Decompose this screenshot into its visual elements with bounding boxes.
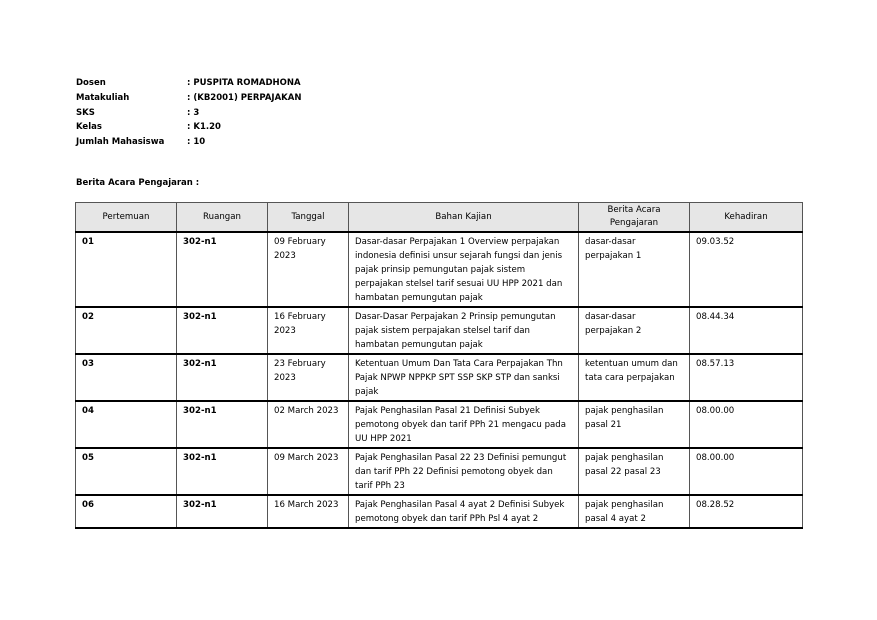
info-value: : (KB2001) PERPAJAKAN — [187, 92, 302, 103]
cell-ruangan: 302-n1 — [177, 495, 268, 528]
table-row — [76, 495, 803, 528]
cell-bahan-kajian: Pajak Penghasilan Pasal 22 23 Definisi pemungut dan tarif PPh 22 Definisi pemotong obyek dan tarif PPh 23 — [349, 448, 579, 495]
cell-pertemuan: 06 — [76, 495, 177, 528]
header-ruangan: Ruangan — [177, 203, 268, 233]
course-info — [76, 76, 301, 150]
cell-ruangan: 302-n1 — [177, 448, 268, 495]
table-row — [76, 401, 803, 448]
cell-pertemuan: 02 — [76, 307, 177, 354]
cell-tanggal: 23 February 2023 — [268, 354, 349, 401]
cell-pertemuan: 03 — [76, 354, 177, 401]
info-value: : PUSPITA ROMADHONA — [187, 78, 301, 88]
info-label: Matakuliah — [76, 92, 130, 103]
cell-berita-acara: pajak penghasilan pasal 4 ayat 2 — [579, 495, 690, 528]
section-title: Berita Acara Pengajaran : — [76, 178, 200, 188]
info-label: SKS — [76, 107, 95, 118]
cell-ruangan: 302-n1 — [177, 354, 268, 401]
cell-tanggal: 16 February 2023 — [268, 307, 349, 354]
cell-berita-acara: pajak penghasilan pasal 22 pasal 23 — [579, 448, 690, 495]
cell-berita-acara: dasar-dasar perpajakan 2 — [579, 307, 690, 354]
info-row-matakuliah — [76, 91, 301, 106]
cell-berita-acara: dasar-dasar perpajakan 1 — [579, 232, 690, 307]
cell-bahan-kajian: Dasar-Dasar Perpajakan 2 Prinsip pemungutan pajak sistem perpajakan stelsel tarif dan hambatan pemungutan pajak — [349, 307, 579, 354]
cell-kehadiran: 08.28.52 — [690, 495, 803, 528]
info-label: Kelas — [76, 122, 102, 133]
cell-kehadiran: 09.03.52 — [690, 232, 803, 307]
info-row-jumlah-mahasiswa — [76, 135, 301, 150]
table-row — [76, 448, 803, 495]
info-value: : 10 — [187, 137, 206, 148]
cell-bahan-kajian: Dasar-dasar Perpajakan 1 Overview perpajakan indonesia definisi unsur sejarah fungsi dan jenis pajak prinsip pemungutan pajak sistem perpajakan stelsel tarif sesuai UU HPP 2021 dan hambatan pemungutan pajak — [349, 232, 579, 307]
cell-ruangan: 302-n1 — [177, 232, 268, 307]
info-row-dosen — [76, 76, 301, 91]
cell-berita-acara: ketentuan umum dan tata cara perpajakan — [579, 354, 690, 401]
header-kehadiran: Kehadiran — [690, 203, 803, 233]
cell-kehadiran: 08.00.00 — [690, 401, 803, 448]
cell-bahan-kajian: Pajak Penghasilan Pasal 4 ayat 2 Definisi Subyek pemotong obyek dan tarif PPh Psl 4 ayat 2 — [349, 495, 579, 528]
info-value: : K1.20 — [187, 122, 221, 133]
cell-pertemuan: 05 — [76, 448, 177, 495]
header-pertemuan: Pertemuan — [76, 203, 177, 233]
info-label: Jumlah Mahasiswa — [76, 137, 165, 148]
cell-bahan-kajian: Pajak Penghasilan Pasal 21 Definisi Subyek pemotong obyek dan tarif PPh 21 mengacu pada UU HPP 2021 — [349, 401, 579, 448]
teaching-record-table — [75, 202, 803, 529]
cell-kehadiran: 08.57.13 — [690, 354, 803, 401]
cell-pertemuan: 04 — [76, 401, 177, 448]
cell-tanggal: 09 February 2023 — [268, 232, 349, 307]
info-row-sks — [76, 106, 301, 121]
cell-tanggal: 02 March 2023 — [268, 401, 349, 448]
cell-tanggal: 09 March 2023 — [268, 448, 349, 495]
cell-bahan-kajian: Ketentuan Umum Dan Tata Cara Perpajakan Thn Pajak NPWP NPPKP SPT SSP SKP STP dan sanksi pajak — [349, 354, 579, 401]
cell-berita-acara: pajak penghasilan pasal 21 — [579, 401, 690, 448]
cell-pertemuan: 01 — [76, 232, 177, 307]
cell-kehadiran: 08.44.34 — [690, 307, 803, 354]
cell-ruangan: 302-n1 — [177, 401, 268, 448]
cell-tanggal: 16 March 2023 — [268, 495, 349, 528]
info-row-kelas — [76, 120, 301, 135]
info-label: Dosen — [76, 78, 106, 88]
header-berita-acara: Berita Acara Pengajaran — [579, 203, 690, 233]
table-header-row — [76, 203, 803, 233]
info-value: : 3 — [187, 107, 200, 118]
header-bahan-kajian: Bahan Kajian — [349, 203, 579, 233]
cell-kehadiran: 08.00.00 — [690, 448, 803, 495]
cell-ruangan: 302-n1 — [177, 307, 268, 354]
header-tanggal: Tanggal — [268, 203, 349, 233]
table-row — [76, 354, 803, 401]
table-row — [76, 307, 803, 354]
table-row — [76, 232, 803, 307]
